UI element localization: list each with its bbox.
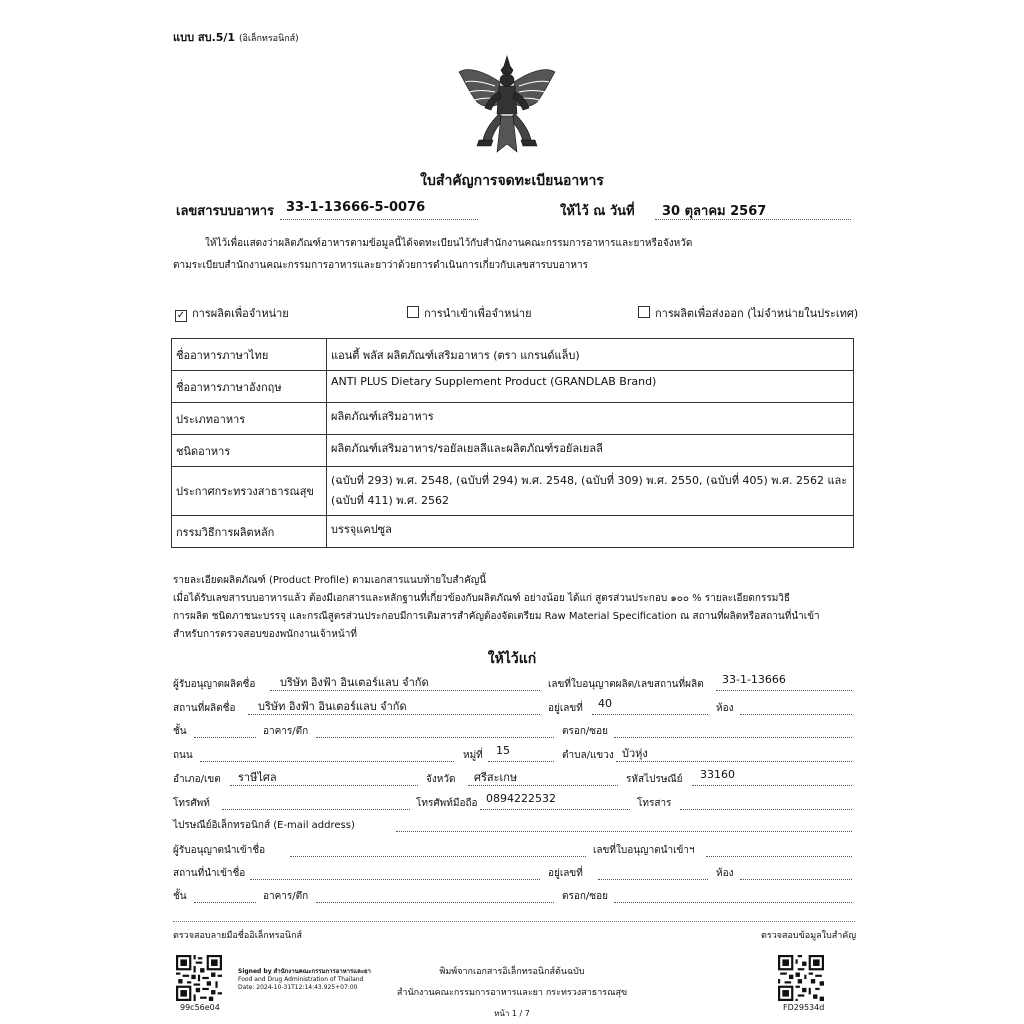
- underline: [740, 879, 852, 880]
- table-row: [172, 403, 854, 435]
- signed-date: Date: 2024-10-31T12:14:43.925+07:00: [238, 984, 358, 991]
- checkbox-produce-for-export[interactable]: การผลิตเพื่อส่งออก (ไม่จำหน่ายในประเทศ): [638, 304, 858, 322]
- issue-date-underline: [655, 219, 851, 220]
- underline: [290, 856, 586, 857]
- district-value: ราษีไศล: [238, 771, 277, 784]
- underline: [488, 761, 554, 762]
- row-value: ผลิตภัณฑ์เสริมอาหาร: [327, 403, 854, 435]
- importer-licensee-label: ผู้รับอนุญาตนำเข้าชื่อ: [173, 845, 266, 856]
- data-code: FD29534d: [783, 1003, 825, 1012]
- intro-line-1: ให้ไว้เพื่อแสดงว่าผลิตภัณฑ์อาหารตามข้อมูลนี้ได้จดทะเบียนไว้กับสำนักงานคณะกรรมการอาหารและยาหรือจังหวัด: [205, 238, 693, 249]
- importer-floor-label: ชั้น: [173, 891, 187, 902]
- page-title: ใบสำคัญการจดทะเบียนอาหาร: [420, 173, 604, 189]
- serial-label: เลขสารบบอาหาร: [176, 204, 274, 219]
- garuda-emblem-icon: [455, 52, 559, 156]
- row-value: แอนตี้ พลัส ผลิตภัณฑ์เสริมอาหาร (ตรา แกรนด์แล็บ): [327, 339, 854, 371]
- given-to-heading: ให้ไว้แก่: [487, 651, 537, 667]
- checkbox-import-for-sale[interactable]: การนำเข้าเพื่อจำหน่าย: [407, 304, 532, 322]
- licensee-label: ผู้รับอนุญาตผลิตชื่อ: [173, 679, 256, 690]
- profile-line-4: สำหรับการตรวจสอบของพนักงานเจ้าหน้าที่: [173, 629, 357, 640]
- underline: [616, 761, 852, 762]
- table-row: [172, 339, 854, 371]
- licensee-value: บริษัท อิงฟ้า อินเตอร์แลบ จำกัด: [280, 676, 429, 689]
- underline: [316, 902, 554, 903]
- issue-date-label: ให้ไว้ ณ วันที่: [560, 204, 635, 219]
- form-code-note: (อิเล็กทรอนิกส์): [238, 34, 299, 44]
- row-label: ประกาศกระทรวงสาธารณสุข: [172, 467, 327, 516]
- row-value: (ฉบับที่ 293) พ.ศ. 2548, (ฉบับที่ 294) พ.ศ. 2548, (ฉบับที่ 309) พ.ศ. 2550, (ฉบับที่ 405) พ.ศ. 2562 และ (ฉบับที่ 411) พ.ศ. 2562: [327, 467, 854, 516]
- importer-building-label: อาคาร/ตึก: [263, 891, 309, 902]
- moo-label: หมู่ที่: [463, 750, 483, 761]
- underline: [316, 737, 554, 738]
- underline: [250, 879, 540, 880]
- row-value: ผลิตภัณฑ์เสริมอาหาร/รอยัลเยลลีและผลิตภัณฑ์รอยัลเยลลี: [327, 435, 854, 467]
- footer-divider: [173, 921, 855, 922]
- data-qr-code-icon[interactable]: [778, 955, 824, 1001]
- underline: [230, 785, 418, 786]
- underline: [614, 737, 852, 738]
- underline: [692, 785, 852, 786]
- phone-label: โทรศัพท์: [173, 798, 210, 809]
- underline: [680, 809, 852, 810]
- underline: [194, 737, 256, 738]
- row-label: ชื่ออาหารภาษาอังกฤษ: [172, 371, 327, 403]
- signed-by-label: Signed by: [238, 968, 272, 975]
- house-no-label: อยู่เลขที่: [548, 703, 583, 714]
- row-value: ANTI PLUS Dietary Supplement Product (GRANDLAB Brand): [327, 371, 854, 403]
- row-label: ประเภทอาหาร: [172, 403, 327, 435]
- verify-signature-caption: ตรวจสอบลายมือชื่ออิเล็กทรอนิกส์: [173, 931, 303, 941]
- profile-line-2: เมื่อได้รับเลขสารบบอาหารแล้ว ต้องมีเอกสารและหลักฐานที่เกี่ยวข้องกับผลิตภัณฑ์ อย่างน้อย ได้แก่ สูตรส่วนประกอบ ๑๐๐ % รายละเอียดกรรมวิธี: [173, 593, 791, 604]
- postcode-label: รหัสไปรษณีย์: [626, 774, 683, 785]
- page-number: หน้า 1 / 7: [494, 1009, 530, 1018]
- underline: [480, 809, 630, 810]
- row-label: ชื่ออาหารภาษาไทย: [172, 339, 327, 371]
- intro-line-2: ตามระเบียบสำนักงานคณะกรรมการอาหารและยาว่าด้วยการดำเนินการเกี่ยวกับเลขสารบบอาหาร: [173, 260, 588, 271]
- printed-from-text: พิมพ์จากเอกสารอิเล็กทรอนิกส์ต้นฉบับ: [439, 967, 585, 977]
- underline: [592, 714, 708, 715]
- underline: [396, 831, 852, 832]
- profile-line-1: รายละเอียดผลิตภัณฑ์ (Product Profile) ตามเอกสารแนบท้ายใบสำคัญนี้: [173, 575, 487, 586]
- underline: [270, 690, 540, 691]
- mobile-value: 0894222532: [486, 792, 556, 805]
- empty-checkbox-icon: [638, 306, 650, 318]
- postcode-value: 33160: [700, 768, 735, 781]
- importer-alley-label: ตรอก/ซอย: [562, 891, 608, 902]
- signed-by-org: สำนักงานคณะกรรมการอาหารและยา: [273, 968, 371, 975]
- agency-text: สำนักงานคณะกรรมการอาหารและยา กระทรวงสาธารณสุข: [396, 988, 628, 998]
- underline: [598, 879, 708, 880]
- building-label: อาคาร/ตึก: [263, 726, 309, 737]
- underline: [194, 902, 256, 903]
- issue-date-value: 30 ตุลาคม 2567: [662, 204, 767, 219]
- subdistrict-value: บัวหุ่ง: [622, 747, 648, 760]
- row-label: ชนิดอาหาร: [172, 435, 327, 467]
- underline: [200, 761, 454, 762]
- importer-house-no-label: อยู่เลขที่: [548, 868, 583, 879]
- form-code: แบบ สบ.5/1 (อิเล็กทรอนิกส์): [173, 31, 299, 44]
- table-row: [172, 467, 854, 516]
- serial-value: 33-1-13666-5-0076: [286, 200, 426, 215]
- importer-room-label: ห้อง: [716, 868, 734, 879]
- license-no-value: 33-1-13666: [722, 673, 786, 686]
- verify-data-caption: ตรวจสอบข้อมูลใบสำคัญ: [761, 931, 856, 941]
- province-label: จังหวัด: [426, 774, 456, 785]
- house-no-value: 40: [598, 697, 612, 710]
- license-no-label: เลขที่ใบอนุญาตผลิต/เลขสถานที่ผลิต: [548, 679, 704, 690]
- province-value: ศรีสะเกษ: [474, 771, 518, 784]
- underline: [614, 902, 852, 903]
- importer-place-label: สถานที่นำเข้าชื่อ: [173, 868, 246, 879]
- moo-value: 15: [496, 744, 510, 757]
- row-label: กรรมวิธีการผลิตหลัก: [172, 516, 327, 548]
- row-value: บรรจุแคปซูล: [327, 516, 854, 548]
- check-icon: ✓: [176, 310, 186, 321]
- checkbox-produce-for-sale[interactable]: ✓ การผลิตเพื่อจำหน่าย: [176, 307, 289, 321]
- mobile-label: โทรศัพท์มือถือ: [416, 798, 478, 809]
- place-label: สถานที่ผลิตชื่อ: [173, 703, 236, 714]
- underline: [222, 809, 410, 810]
- food-info-table: [171, 338, 854, 548]
- underline: [706, 856, 852, 857]
- subdistrict-label: ตำบล/แขวง: [562, 750, 614, 761]
- table-row: [172, 371, 854, 403]
- district-label: อำเภอ/เขต: [173, 774, 221, 785]
- profile-line-3: การผลิต ชนิดภาชนะบรรจุ และกรณีสูตรส่วนประกอบมีการเติมสารสำคัญต้องจัดเตรียม Raw Material Specification ณ สถานที่ผลิตหรือสถานที่นำเข้า: [173, 611, 820, 622]
- importer-license-no-label: เลขที่ใบอนุญาตนำเข้าฯ: [593, 845, 695, 856]
- table-row: [172, 516, 854, 548]
- underline: [716, 690, 852, 691]
- signed-by-en: Food and Drug Administration of Thailand: [238, 976, 364, 983]
- road-label: ถนน: [173, 750, 193, 761]
- room-label: ห้อง: [716, 703, 734, 714]
- floor-label: ชั้น: [173, 726, 187, 737]
- place-value: บริษัท อิงฟ้า อินเตอร์แลบ จำกัด: [258, 700, 407, 713]
- serial-underline: [280, 219, 478, 220]
- email-label: ไปรษณีย์อิเล็กทรอนิกส์ (E-mail address): [173, 820, 355, 831]
- empty-checkbox-icon: [407, 306, 419, 318]
- alley-label: ตรอก/ซอย: [562, 726, 608, 737]
- fax-label: โทรสาร: [637, 798, 672, 809]
- underline: [740, 714, 852, 715]
- signature-code: 99c56e04: [180, 1003, 220, 1012]
- underline: [468, 785, 618, 786]
- table-row: [172, 435, 854, 467]
- underline: [248, 714, 540, 715]
